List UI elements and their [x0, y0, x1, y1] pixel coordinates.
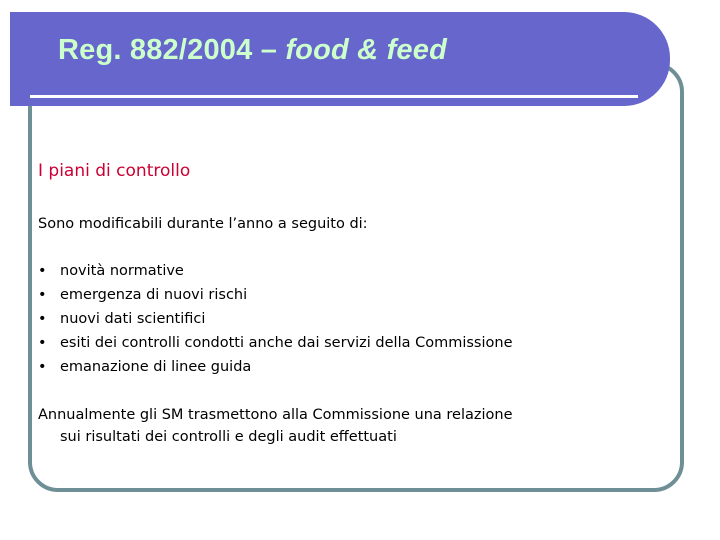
list-item-text: emanazione di linee guida: [60, 359, 252, 375]
list-item-text: nuovi dati scientifici: [60, 311, 206, 327]
intro-text: Sono modificabili durante l’anno a seguito di:: [38, 216, 368, 232]
bullet-dot-icon: •: [38, 359, 47, 375]
summary-line-1: Annualmente gli SM trasmettono alla Commissione una relazione: [38, 407, 513, 423]
bullet-list: [38, 260, 513, 380]
list-item: [38, 332, 513, 356]
list-item-text: esiti dei controlli condotti anche dai servizi della Commissione: [60, 335, 513, 351]
summary-paragraph: [38, 404, 683, 448]
bullet-dot-icon: •: [38, 311, 47, 327]
slide-subtitle: I piani di controllo: [38, 161, 191, 181]
summary-line-2: sui risultati dei controlli e degli audit effettuati: [60, 429, 397, 445]
list-item-text: novità normative: [60, 263, 184, 279]
slide-title: [58, 34, 447, 67]
title-emphasis: food & feed: [285, 34, 447, 66]
list-item: [38, 284, 513, 308]
list-item: [38, 356, 513, 380]
bullet-dot-icon: •: [38, 263, 47, 279]
bullet-dot-icon: •: [38, 287, 47, 303]
list-item: [38, 308, 513, 332]
list-item-text: emergenza di nuovi rischi: [60, 287, 248, 303]
bullet-dot-icon: •: [38, 335, 47, 351]
title-underline: [30, 95, 638, 98]
title-main: Reg. 882/2004 –: [58, 34, 286, 66]
list-item: [38, 260, 513, 284]
